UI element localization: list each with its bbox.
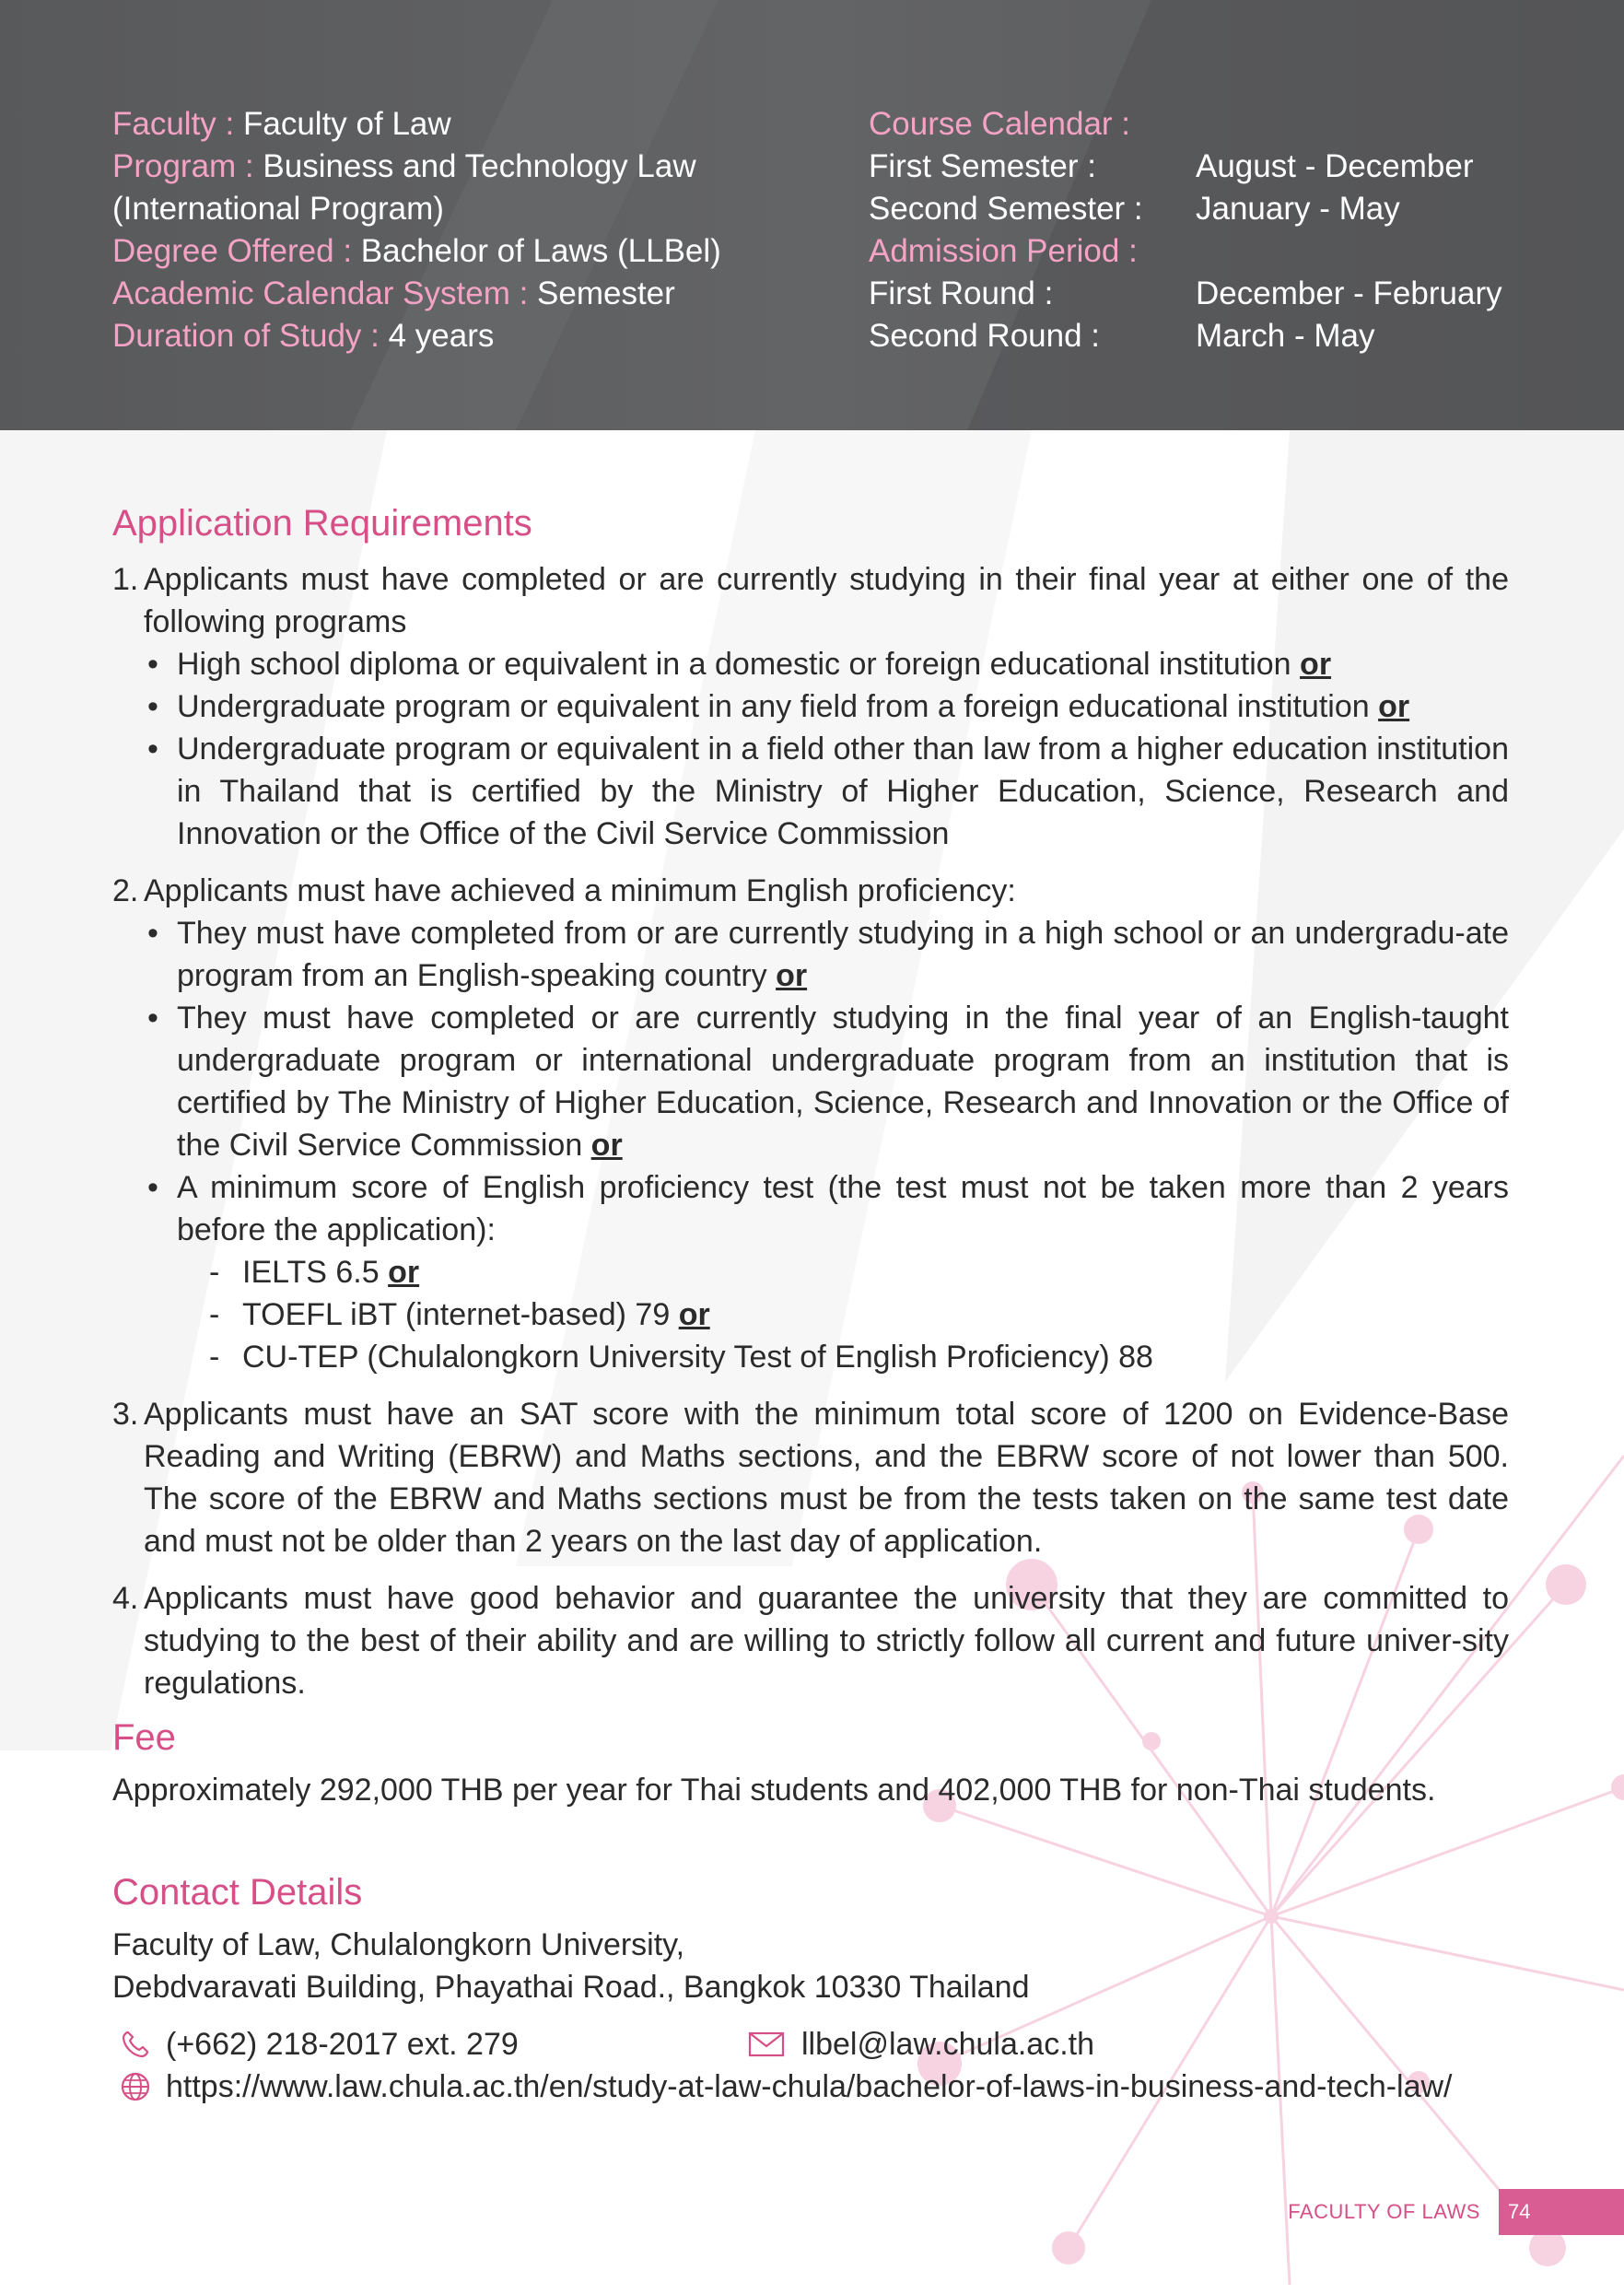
footer-label: FACULTY OF LAWS (1288, 2200, 1480, 2223)
program-info-banner (0, 0, 1624, 430)
first-semester-row: First Semester : August - December (869, 148, 1474, 184)
calendar-details (869, 103, 1569, 357)
test-toefl: - TOEFL iBT (internet-based) 79 or (209, 1297, 710, 1332)
calendar-system-line: Academic Calendar System : Semester (112, 275, 675, 311)
requirement-1-bullet-3: • Undergraduate program or equivalent in a field other than law from a higher education institution in Thailand that is certified by the Ministry of Higher Education, Science, Research and Innovation or the Office of the Civil Service Commission (147, 732, 1509, 851)
program-line: Program : Business and Technology Law (112, 148, 696, 184)
course-calendar-title: Course Calendar : (869, 106, 1131, 142)
first-round-row: First Round : December - February (869, 275, 1502, 311)
application-requirements-heading: Application Requirements (112, 503, 532, 544)
contact-details-heading: Contact Details (112, 1872, 363, 1913)
second-round-row: Second Round : March - May (869, 318, 1375, 354)
requirement-1: 1. Applicants must have completed or are currently studying in their final year at either one of the following programs (112, 562, 1509, 639)
requirement-2: 2. Applicants must have achieved a minimum English proficiency: (112, 873, 1016, 908)
phone-icon (120, 2029, 151, 2060)
main-content (112, 497, 1509, 2108)
globe-icon (120, 2071, 151, 2102)
requirement-1-bullet-2: • Undergraduate program or equivalent in any field from a foreign educational institution or (147, 689, 1410, 724)
test-ielts: - IELTS 6.5 or (209, 1255, 420, 1290)
website-link[interactable]: https://www.law.chula.ac.th/en/study-at-law-chula/bachelor-of-laws-in-business-and-tech-law/ (166, 2069, 1453, 2104)
requirement-1-bullet-1: • High school diploma or equivalent in a domestic or foreign educational institution or (147, 647, 1332, 682)
contact-row-phone-email (112, 2023, 1509, 2066)
address-line-2: Debdvaravati Building, Phayathai Road., Bangkok 10330 Thailand (112, 1970, 1030, 2005)
email-link[interactable]: llbel@law.chula.ac.th (801, 2027, 1095, 2062)
admission-period-title: Admission Period : (869, 233, 1138, 269)
requirement-2-bullet-3: • A minimum score of English proficiency test (the test must not be taken more than 2 years before the application): (147, 1170, 1509, 1247)
degree-line: Degree Offered : Bachelor of Laws (LLBel) (112, 233, 721, 269)
program-line-cont: (International Program) (112, 191, 444, 227)
address-line-1: Faculty of Law, Chulalongkorn University, (112, 1927, 685, 1962)
duration-line: Duration of Study : 4 years (112, 318, 495, 354)
requirement-2-bullet-2: • They must have completed or are currently studying in the final year of an English-taught undergraduate program or international undergraduate program from an institution that is certified by The Ministry of Higher Education, Science, Research and Innovation or the Office of the Civil Service Commission or (147, 1001, 1509, 1163)
contact-row-website (112, 2066, 1509, 2108)
test-cutep: - CU-TEP (Chulalongkorn University Test of English Proficiency) 88 (209, 1340, 1153, 1375)
requirement-4: 4. Applicants must have good behavior and guarantee the university that they are committed to studying to the best of their ability and are willing to strictly follow all current and future univer-sity regulations. (112, 1581, 1509, 1701)
faculty-line: Faculty : Faculty of Law (112, 106, 451, 142)
requirement-2-bullet-1: • They must have completed from or are currently studying in a high school or an undergradu-ate program from an English-speaking country or (147, 916, 1509, 993)
phone-number[interactable]: (+662) 218-2017 ext. 279 (166, 2027, 519, 2062)
page-number: 74 (1508, 2200, 1531, 2223)
program-details (112, 103, 831, 357)
requirement-3: 3. Applicants must have an SAT score with the minimum total score of 1200 on Evidence-Base Reading and Writing (EBRW) and Maths sections, and the EBRW score of not lower than 500. The score of the EBRW and Maths sections must be from the tests taken on the same test date and must not be older than 2 years on the last day of application. (112, 1397, 1509, 1559)
envelope-icon (748, 2029, 785, 2060)
fee-heading: Fee (112, 1717, 176, 1758)
second-semester-row: Second Semester : January - May (869, 191, 1400, 227)
fee-text: Approximately 292,000 THB per year for Thai students and 402,000 THB for non-Thai students. (112, 1773, 1436, 1808)
